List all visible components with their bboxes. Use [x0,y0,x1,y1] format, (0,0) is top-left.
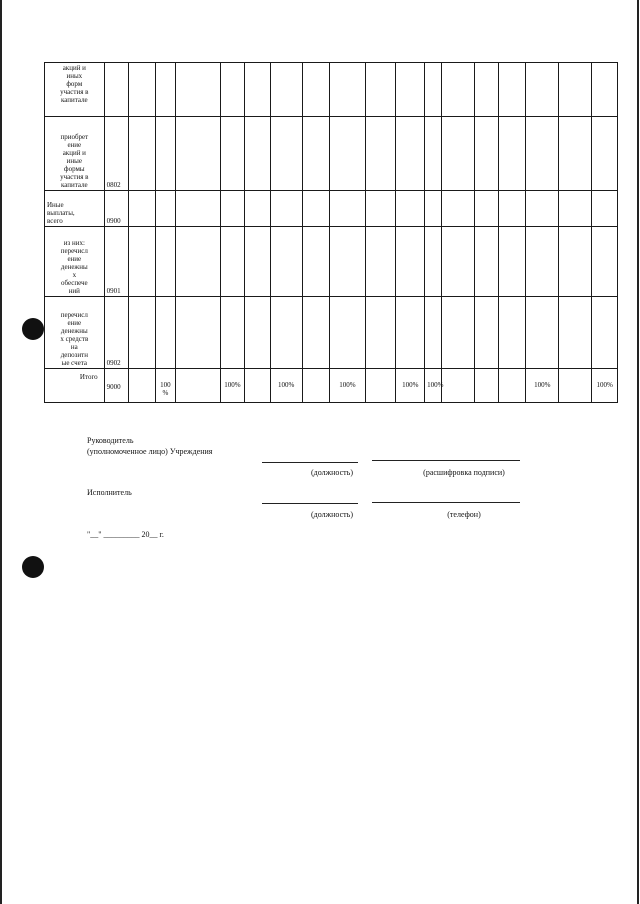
total-percent-cell [129,369,156,403]
table-cell [220,297,244,369]
table-cell [175,191,220,227]
table-row [45,191,618,227]
table-cell [425,227,442,297]
table-row [45,297,618,369]
table-cell [396,117,425,191]
total-percent-cell [365,369,396,403]
table-cell [442,297,475,369]
table-cell [475,191,498,227]
head-title: Руководитель [87,436,134,445]
table-cell [270,227,302,297]
row-code: 0902 [104,297,128,369]
total-percent-cell [175,369,220,403]
table-cell [365,227,396,297]
table-cell [175,297,220,369]
table-cell [302,117,330,191]
table-cell [475,117,498,191]
table-cell [220,191,244,227]
table-cell [442,227,475,297]
table-cell [526,63,559,117]
table-cell [129,63,156,117]
total-percent-cell [475,369,498,403]
table-cell [330,63,365,117]
table-cell [396,227,425,297]
decoding-signature-line [372,460,520,461]
table-cell [559,63,592,117]
row-label: перечисл ение денежны х средств на депозитн ые счета [45,297,105,369]
table-cell [526,117,559,191]
table-row [45,63,618,117]
page-right-edge [637,0,639,904]
page-left-edge [0,0,2,904]
row-code: 0900 [104,191,128,227]
table-cell [155,227,175,297]
total-percent-cell [559,369,592,403]
table-cell [302,191,330,227]
punch-hole-mark [22,318,44,340]
total-percent-cell [245,369,271,403]
table-cell [559,227,592,297]
table-cell [175,227,220,297]
table-cell [175,117,220,191]
total-percent-cell: 100% [270,369,302,403]
table-cell [302,297,330,369]
total-percent-cell [442,369,475,403]
table-cell [526,191,559,227]
payments-table [44,62,618,403]
table-cell [592,63,618,117]
table-cell [245,191,271,227]
table-cell [498,297,526,369]
table-cell [155,117,175,191]
position-caption: (должность) [311,468,353,477]
table-cell [498,191,526,227]
table-cell [245,63,271,117]
table-cell [245,117,271,191]
phone-caption: (телефон) [447,510,481,519]
table-cell [330,227,365,297]
punch-hole-mark [22,556,44,578]
total-percent-cell [498,369,526,403]
table-cell [442,117,475,191]
executor-label: Исполнитель [87,488,132,497]
table-cell [526,297,559,369]
executor-position-caption: (должность) [311,510,353,519]
table-cell [475,227,498,297]
table-cell [498,117,526,191]
total-percent-cell: 100% [220,369,244,403]
row-label: приобрет ение акций и иные формы участия в капитале [45,117,105,191]
table-cell [425,297,442,369]
table-cell [129,297,156,369]
table-cell [559,191,592,227]
table-cell [302,227,330,297]
row-code: 0901 [104,227,128,297]
total-row [45,369,618,403]
table-cell [396,63,425,117]
executor-position-line [262,503,358,504]
total-percent-cell [302,369,330,403]
table-row [45,117,618,191]
total-percent-cell: 100% [592,369,618,403]
total-percent-cell: 100% [526,369,559,403]
decoding-caption: (расшифровка подписи) [423,468,505,477]
table-cell [270,63,302,117]
position-signature-line [262,462,358,463]
head-subtitle: (уполномоченное лицо) Учреждения [87,447,213,456]
table-cell [592,297,618,369]
row-label: из них: перечисл ение денежны х обеспече ний [45,227,105,297]
table-cell [270,297,302,369]
total-label: Итого [45,369,105,403]
table-cell [526,227,559,297]
table-cell [559,297,592,369]
table-cell [425,117,442,191]
table-cell [270,191,302,227]
table-cell [175,63,220,117]
table-cell [270,117,302,191]
table-cell [442,63,475,117]
table-cell [155,297,175,369]
table-cell [365,191,396,227]
table-cell [396,297,425,369]
table-row [45,227,618,297]
table-cell [220,117,244,191]
total-percent-cell: 100% [396,369,425,403]
table-cell [245,227,271,297]
table-cell [129,227,156,297]
table-cell [475,297,498,369]
table-cell [425,191,442,227]
date-line: "__" _________ 20__ г. [87,530,164,539]
table-cell [220,63,244,117]
total-percent-cell: 100% [425,369,442,403]
table-cell [498,227,526,297]
table-cell [365,297,396,369]
table-cell [365,63,396,117]
table-cell [592,117,618,191]
row-code [104,63,128,117]
total-code: 9000 [104,369,128,403]
table-cell [155,191,175,227]
table-cell [330,191,365,227]
total-percent-cell: 100% [330,369,365,403]
table-cell [330,297,365,369]
table-cell [129,117,156,191]
table-cell [442,191,475,227]
table-cell [396,191,425,227]
table-cell [330,117,365,191]
table-cell [365,117,396,191]
table-cell [592,191,618,227]
table-cell [302,63,330,117]
table-cell [245,297,271,369]
table-cell [155,63,175,117]
table-cell [592,227,618,297]
total-percent-cell: 100 % [155,369,175,403]
table-cell [425,63,442,117]
table-cell [129,191,156,227]
table-cell [498,63,526,117]
table-cell [220,227,244,297]
row-code: 0802 [104,117,128,191]
row-label: Иные выплаты, всего [45,191,105,227]
executor-phone-line [372,502,520,503]
row-label: акций и иных форм участия в капитале [45,63,105,117]
table-cell [475,63,498,117]
table-cell [559,117,592,191]
